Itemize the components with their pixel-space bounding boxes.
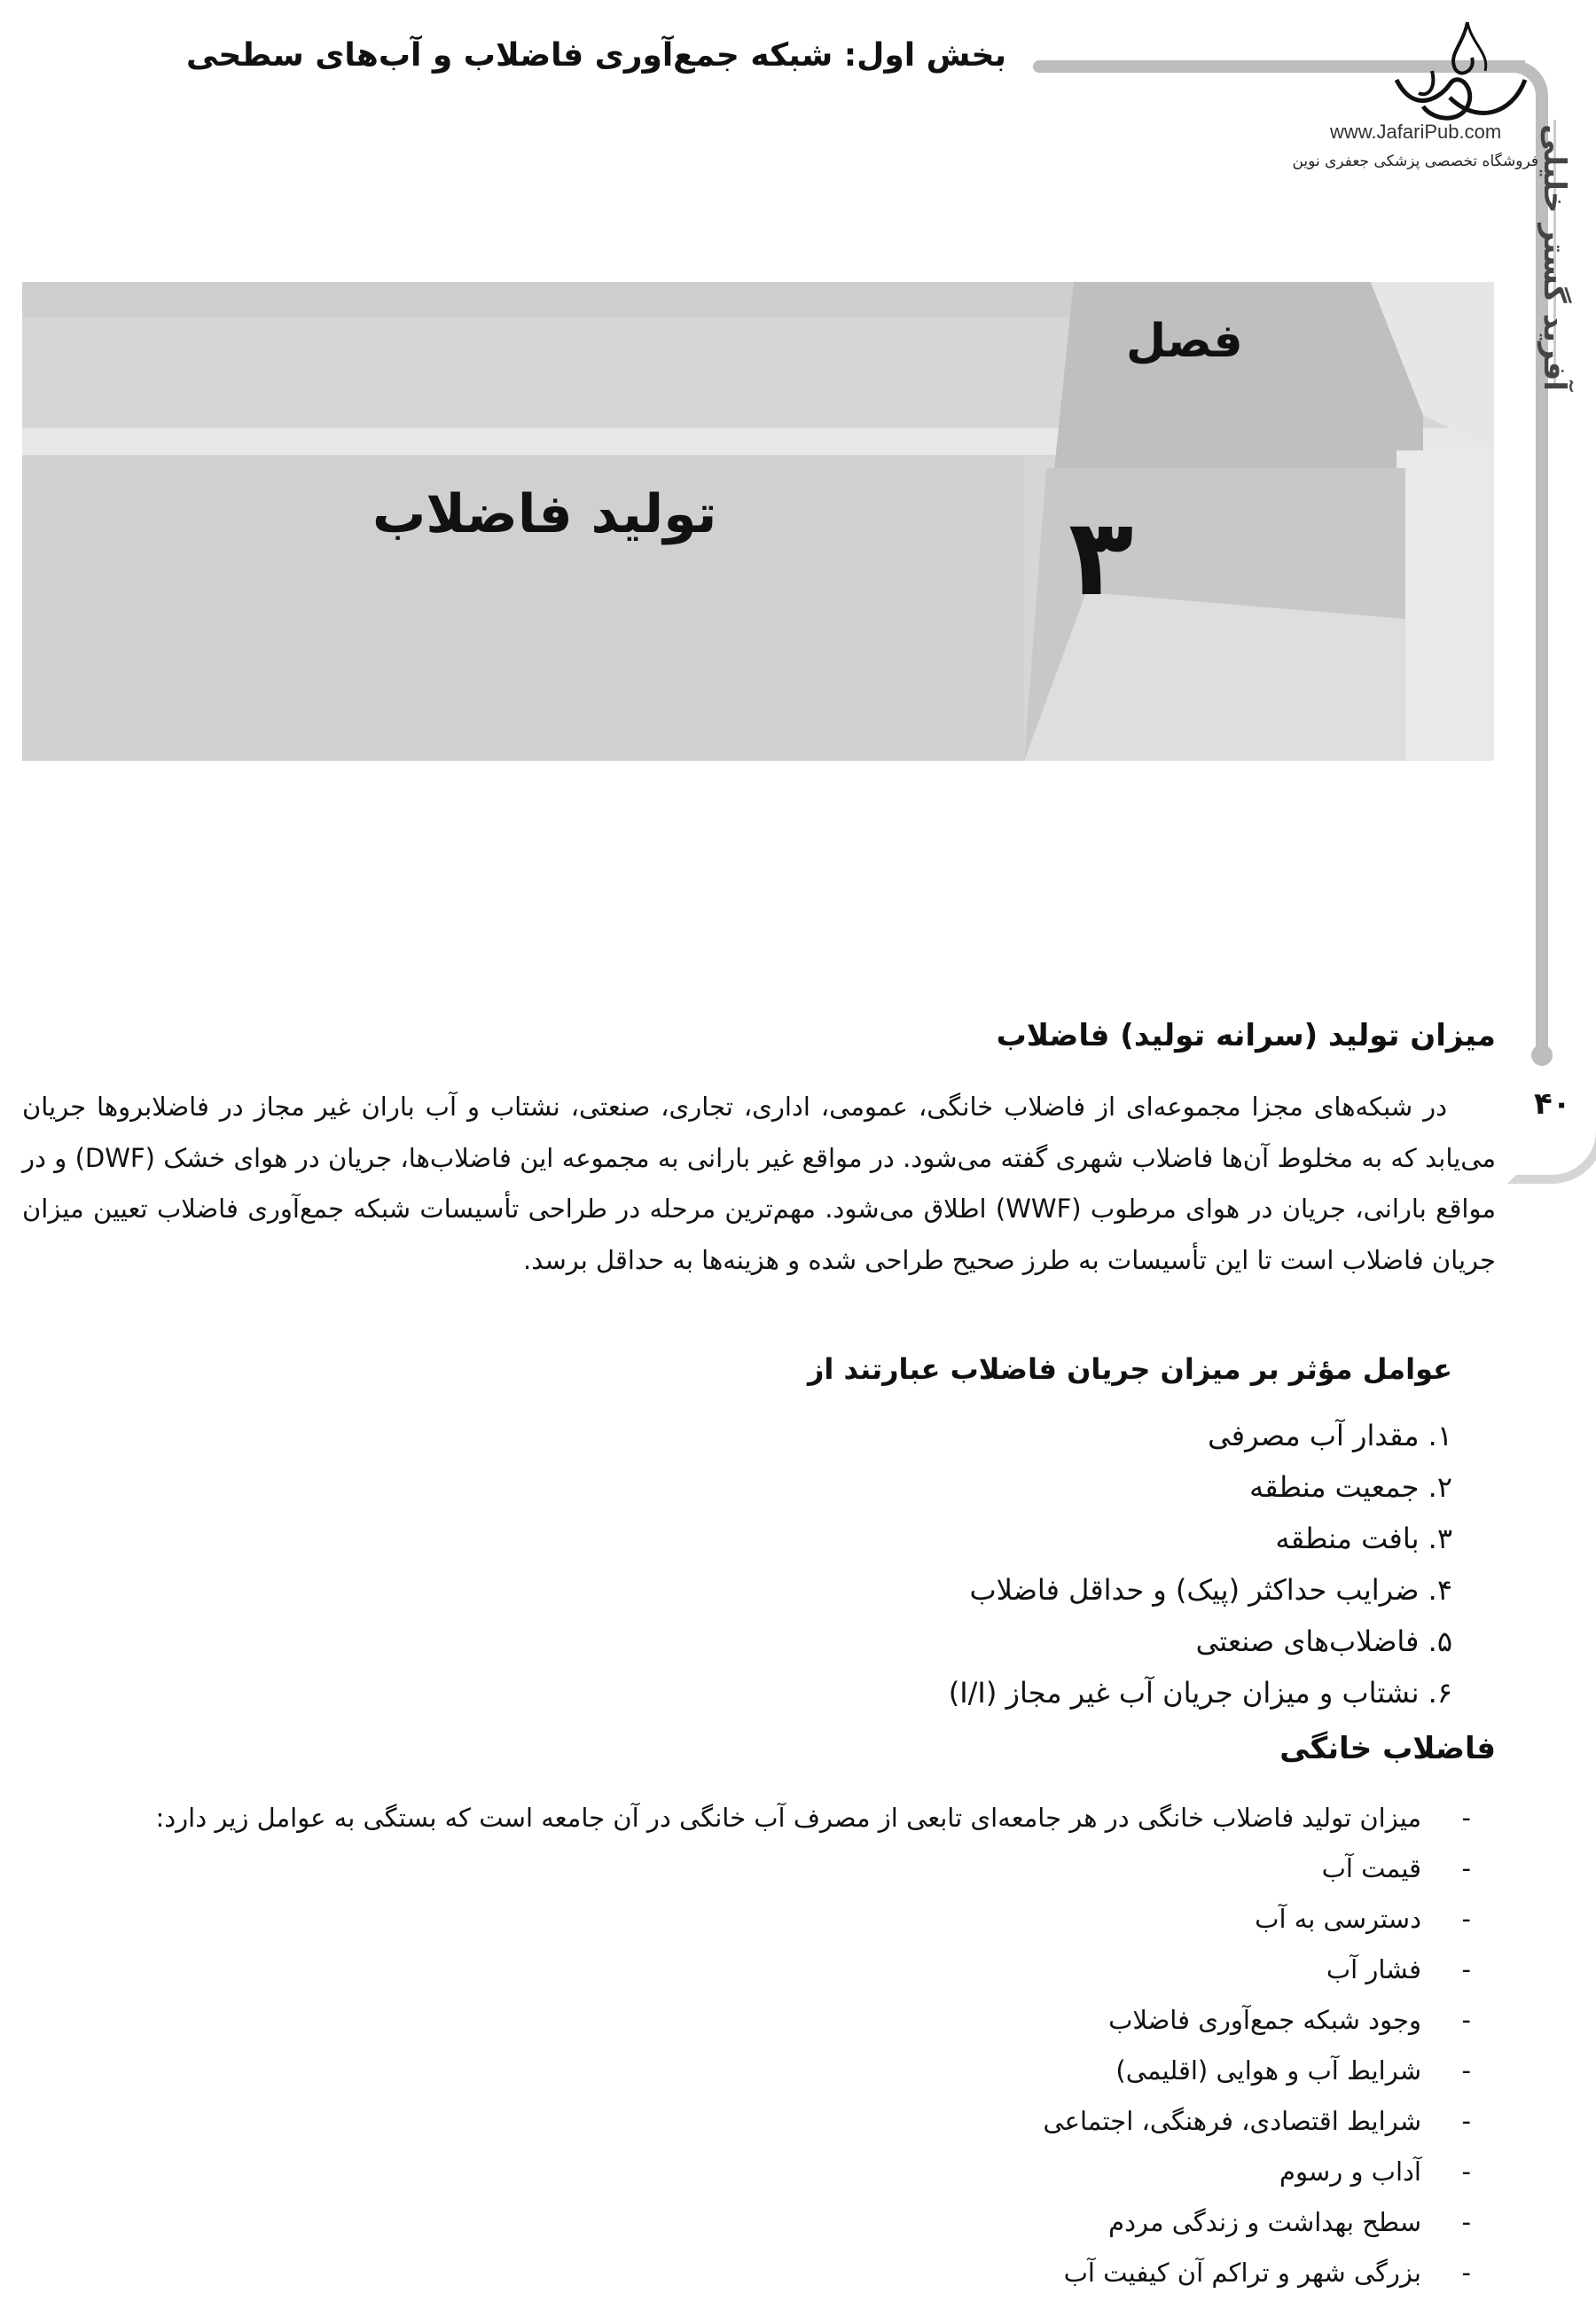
list-item — [104, 2197, 1496, 2248]
dash-bullet: - — [1461, 2055, 1471, 2086]
page-number: ۴۰ — [1534, 1086, 1571, 1122]
dash-bullet: - — [1461, 2156, 1471, 2187]
intro-paragraph: در شبکه‌های مجزا مجموعه‌ای از فاضلاب خانگی، عمومی، اداری، تجاری، صنعتی، نشتاب و آب باران غیر مجاز در فاضلابروها جریان می‌یابد که به مخلوط آن‌ها فاضلاب شهری گفته می‌شود. در مواقع غیر بارانی به مجموعه این فاضلاب‌ها، جریان در هوای خشک (DWF) و در مواقع بارانی، جریان در هوای مرطوب (WWF) اطلاق می‌شود. مهم‌ترین مرحله در طراحی تأسیسات شبکه جمع‌آوری فاضلاب تعیین میزان جریان فاضلاب است تا این تأسیسات به طرز صحیح طراحی شده و هزینه‌ها به حداقل برسد. — [22, 1092, 1496, 1275]
list-item-text: وجود شبکه جمع‌آوری فاضلاب — [1108, 2005, 1421, 2035]
list-item-text: میزان تولید فاضلاب خانگی در هر جامعه‌ای تابعی از مصرف آب خانگی در آن جامعه است که بستگی به عوامل زیر دارد: — [155, 1803, 1421, 1833]
list-item — [104, 1894, 1496, 1945]
list-item — [104, 1995, 1496, 2046]
dash-bullet: - — [1461, 2207, 1471, 2237]
list-item — [104, 2248, 1496, 2298]
dash-bullet: - — [1461, 2258, 1471, 2288]
list-item-text: سطح بهداشت و زندگی مردم — [1108, 2207, 1421, 2237]
list-item — [104, 2147, 1496, 2197]
list-item: ۴. ضرایب حداکثر (پیک) و حداقل فاضلاب — [969, 1573, 1452, 1607]
list-item-text: شرایط آب و هوایی (اقلیمی) — [1115, 2055, 1421, 2086]
list-item-text: فشار آب — [1326, 1954, 1421, 1984]
list-item-text: قیمت آب — [1321, 1853, 1421, 1883]
chapter-title: تولید فاضلاب — [372, 483, 717, 545]
factors-heading: عوامل مؤثر بر میزان جریان فاضلاب عبارتند از — [808, 1352, 1452, 1386]
chapter-number: ۳ — [1068, 497, 1134, 620]
list-item-text: شرایط اقتصادی، فرهنگی، اجتماعی — [1043, 2106, 1421, 2136]
list-item — [104, 2046, 1496, 2096]
section-heading-production: میزان تولید (سرانه تولید) فاضلاب — [996, 1018, 1496, 1053]
dash-bullet: - — [1461, 2106, 1471, 2136]
dash-bullet: - — [1461, 1904, 1471, 1934]
list-item — [104, 1945, 1496, 1995]
chapter-banner — [22, 282, 1494, 761]
page-number-arc — [1507, 1060, 1596, 1184]
publisher-tagline: فروشگاه تخصصی پزشکی جعفری نوین — [1292, 153, 1538, 170]
list-item — [104, 1843, 1496, 1894]
domestic-factors-list — [104, 1793, 1496, 2298]
dash-bullet: - — [1461, 2005, 1471, 2035]
list-item: ۳. بافت منطقه — [1275, 1522, 1452, 1555]
publisher-url: www.JafariPub.com — [1330, 121, 1502, 143]
chapter-label: فصل — [1126, 315, 1243, 368]
list-item-text: آداب و رسوم — [1279, 2156, 1421, 2187]
list-item — [104, 1793, 1496, 1843]
list-item-text: بزرگی شهر و تراکم آن کیفیت آب — [1063, 2258, 1421, 2288]
list-item: ۶. نشتاب و میزان جریان آب غیر مجاز (I/I) — [948, 1676, 1452, 1710]
list-item — [104, 2096, 1496, 2147]
factors-list — [949, 1410, 1452, 1718]
dash-bullet: - — [1461, 1954, 1471, 1984]
dash-bullet: - — [1461, 1803, 1471, 1833]
publisher-logo-icon — [1379, 18, 1530, 133]
list-item: ۲. جمعیت منطقه — [1249, 1470, 1452, 1504]
list-item: ۵. فاضلاب‌های صنعتی — [1195, 1624, 1452, 1658]
side-watermark-text: آفرید گستر خلیلی — [1537, 124, 1572, 392]
running-header-title: بخش اول: شبکه جمع‌آوری فاضلاب و آب‌های سطحی — [186, 37, 1006, 74]
domestic-heading: فاضلاب خانگی — [1279, 1731, 1496, 1766]
list-item-text: دسترسی به آب — [1255, 1904, 1421, 1934]
dash-bullet: - — [1461, 1853, 1471, 1883]
list-item: ۱. مقدار آب مصرفی — [1208, 1419, 1452, 1452]
